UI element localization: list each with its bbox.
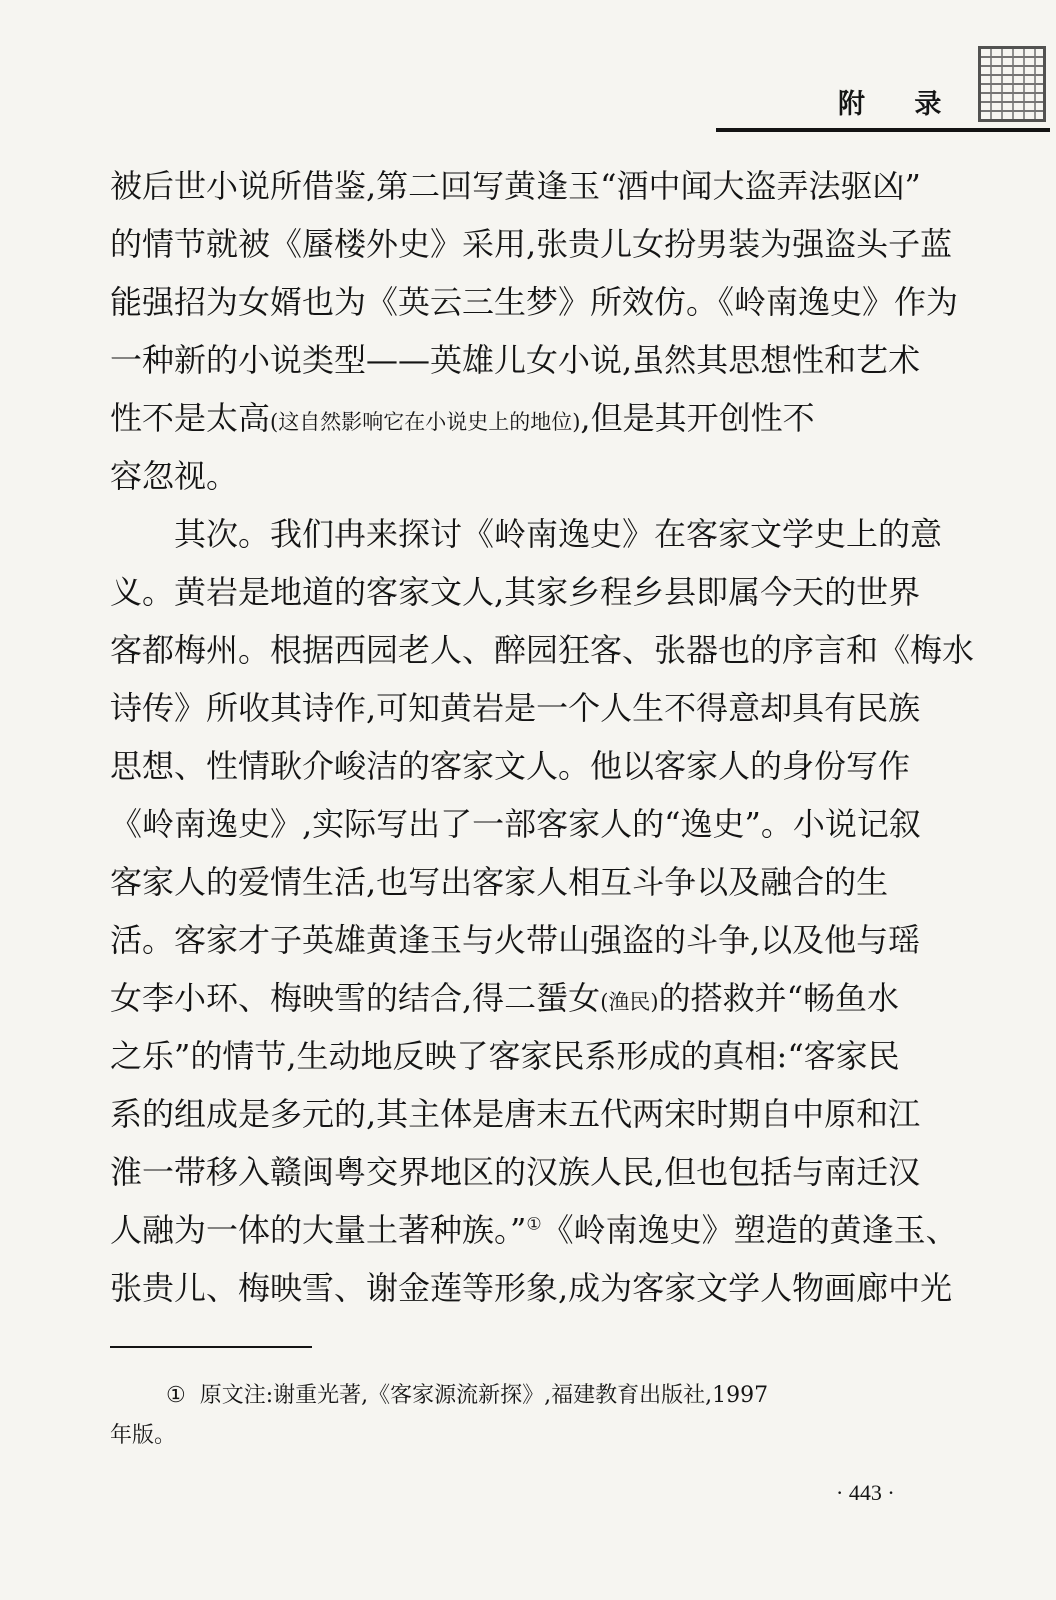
text-segment: 一种新的小说类型——英雄儿女小说,虽然其思想性和艺术 bbox=[110, 341, 921, 379]
text-segment: 女李小环、梅映雪的结合,得二蜑女 bbox=[110, 979, 601, 1017]
text-line bbox=[110, 215, 953, 273]
inline-note: (渔民) bbox=[600, 990, 659, 1014]
inline-note: (这自然影响它在小说史上的地位) bbox=[270, 410, 581, 434]
text-segment: 思想、性情耿介峻洁的客家文人。他以客家人的身份写作 bbox=[110, 747, 911, 785]
footnote-line bbox=[110, 1376, 946, 1416]
text-segment: 客家人的爱情生活,也写出客家人相互斗争以及融合的生 bbox=[110, 863, 889, 901]
text-segment: 客都梅州。根据西园老人、醉园狂客、张器也的序言和《梅水 bbox=[110, 631, 975, 669]
text-line bbox=[110, 621, 975, 679]
footnote-rule bbox=[110, 1346, 312, 1348]
text-line bbox=[110, 911, 946, 969]
seal-logo bbox=[978, 46, 1046, 122]
footnote-marker: ① bbox=[166, 1383, 186, 1408]
footnote bbox=[110, 1376, 946, 1456]
text-segment: 能强招为女婿也为《英云三生梦》所效仿。《岭南逸史》作为 bbox=[110, 283, 959, 321]
text-line bbox=[110, 447, 946, 505]
text-segment: 被后世小说所借鉴,第二回写黄逢玉“酒中闻大盗弄法驱凶” bbox=[110, 167, 921, 205]
body-text bbox=[110, 157, 975, 1317]
text-segment: 系的组成是多元的,其主体是唐末五代两宋时期自中原和江 bbox=[110, 1095, 921, 1133]
text-line bbox=[110, 1259, 953, 1317]
text-segment: 张贵儿、梅映雪、谢金莲等形象,成为客家文学人物画廊中光 bbox=[110, 1269, 953, 1307]
header-rule bbox=[716, 128, 1050, 132]
text-segment: ,但是其开创性不 bbox=[580, 399, 815, 437]
text-segment: 其次。我们冉来探讨《岭南逸史》在客家文学史上的意 bbox=[174, 515, 943, 553]
text-segment: 性不是太高 bbox=[110, 399, 271, 437]
text-line bbox=[110, 1085, 946, 1143]
text-line bbox=[110, 1143, 946, 1201]
text-line bbox=[110, 563, 946, 621]
text-segment: 淮一带移入赣闽粤交界地区的汉族人民,但也包括与南迁汉 bbox=[110, 1153, 921, 1191]
running-header: 附 录 bbox=[838, 89, 962, 120]
text-segment: 人融为一体的大量土著种族。” bbox=[110, 1211, 527, 1249]
footnote-reference: ① bbox=[526, 1214, 542, 1235]
text-segment: 的情节就被《蜃楼外史》采用,张贵儿女扮男装为强盗头子蓝 bbox=[110, 225, 953, 263]
text-segment: 《岭南逸史》塑造的黄逢玉、 bbox=[541, 1211, 958, 1249]
text-segment: 容忽视。 bbox=[110, 457, 239, 495]
text-line bbox=[110, 505, 946, 563]
page-number: · 443 · bbox=[836, 1480, 895, 1505]
footnote-line: 年版。 bbox=[110, 1423, 177, 1448]
text-line bbox=[110, 1027, 946, 1085]
text-segment: 《岭南逸史》,实际写出了一部客家人的“逸史”。小说记叙 bbox=[110, 805, 921, 843]
footnote-text: 原文注:谢重光著,《客家源流新探》,福建教育出版社,1997 bbox=[199, 1383, 769, 1408]
text-line bbox=[110, 273, 959, 331]
text-line bbox=[110, 853, 946, 911]
text-line bbox=[110, 795, 946, 853]
text-line bbox=[110, 157, 946, 215]
text-segment: 活。客家才子英雄黄逢玉与火带山强盗的斗争,以及他与瑶 bbox=[110, 921, 921, 959]
text-segment: 义。黄岩是地道的客家文人,其家乡程乡县即属今天的世界 bbox=[110, 573, 921, 611]
text-line bbox=[110, 331, 946, 389]
text-segment: 之乐”的情节,生动地反映了客家民系形成的真相:“客家民 bbox=[110, 1037, 900, 1075]
text-segment: 的搭救并“畅鱼水 bbox=[658, 979, 899, 1017]
text-line bbox=[110, 389, 946, 447]
text-segment: 诗传》所收其诗作,可知黄岩是一个人生不得意却具有民族 bbox=[110, 689, 921, 727]
text-line bbox=[110, 969, 946, 1027]
text-line bbox=[110, 1201, 958, 1259]
text-line bbox=[110, 737, 946, 795]
text-line bbox=[110, 679, 946, 737]
